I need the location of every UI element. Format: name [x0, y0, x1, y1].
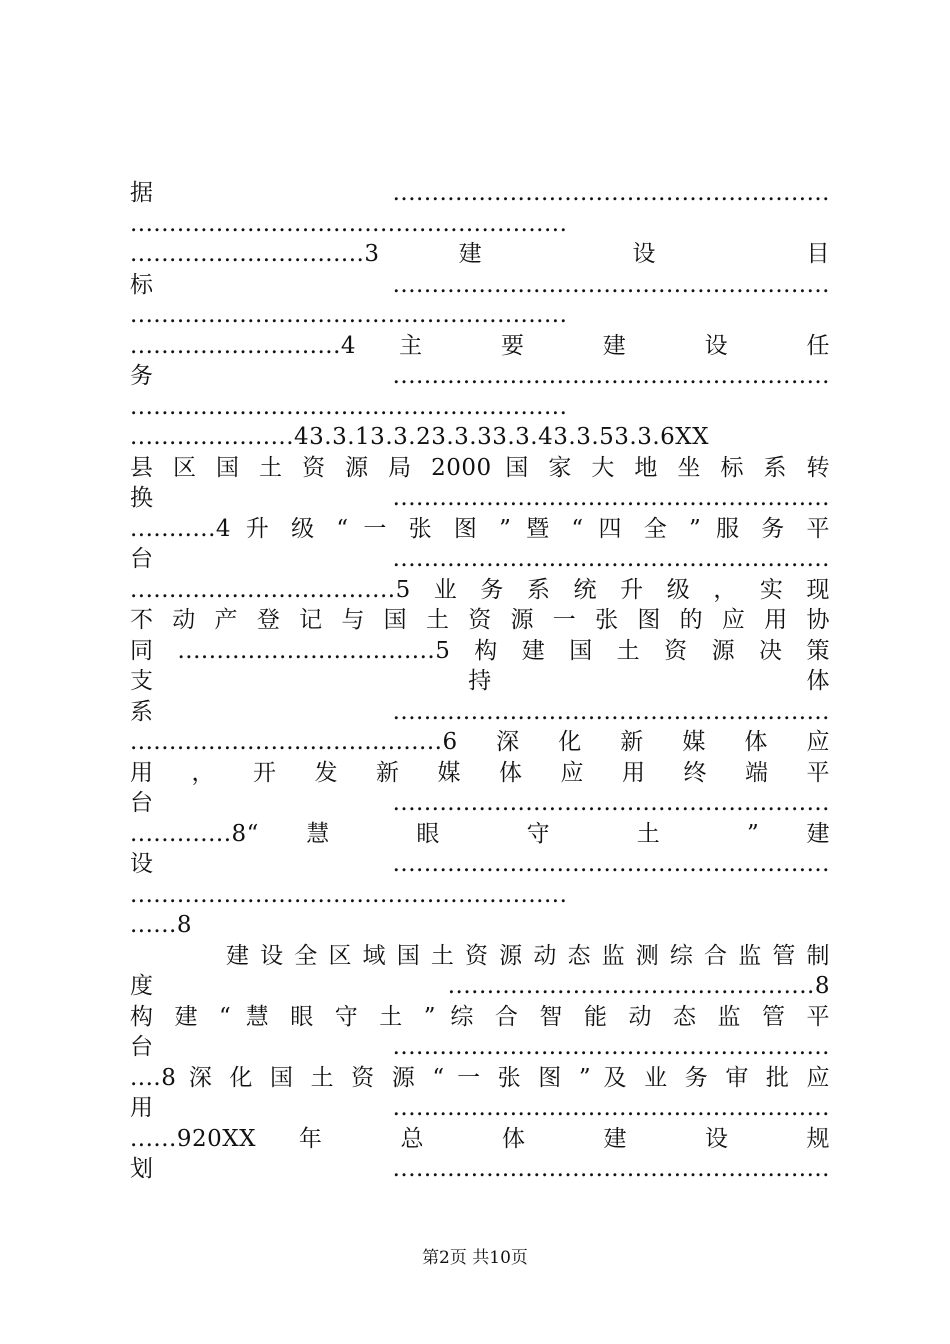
toc-line: 据........................................................	[130, 180, 830, 206]
toc-line: 划........................................................	[130, 1156, 830, 1182]
toc-line: ........................................................	[130, 210, 568, 237]
page-footer: 第2页 共10页	[422, 1248, 528, 1268]
toc-line: 台........................................................	[130, 546, 830, 572]
toc-line: 设........................................................	[130, 851, 830, 877]
toc-line: 标........................................................	[130, 271, 830, 298]
toc-line: ..................................5业务系统升级，实现	[130, 576, 830, 603]
toc-line: ........................................................	[130, 302, 568, 328]
toc-line: 支 持 体	[130, 668, 830, 694]
toc-line: 同.................................5构建国土资源决策	[130, 637, 830, 664]
toc-line: ..............................3 建 设 目	[130, 241, 830, 267]
toc-line: 用........................................................	[130, 1095, 830, 1121]
toc-line: 县 区 国 土 资 源 局 2000 国 家 大 地 坐 标 系 转	[130, 454, 830, 481]
toc-line: 构 建 “ 慧 眼 守 土 ” 综 合 智 能 动 态 监 管 平	[130, 1003, 830, 1030]
toc-line: 用 ， 开 发 新 媒 体 应 用 终 端 平	[130, 759, 830, 786]
toc-line: 台........................................................	[130, 1034, 830, 1060]
toc-line: ...........4 升 级 “ 一 张 图 ” 暨 “ 四 全 ” 服 务 平	[130, 515, 830, 542]
toc-line: 务........................................................	[130, 363, 830, 389]
toc-line: 台........................................................	[130, 790, 830, 816]
toc-line: 度 ...............................................8	[130, 973, 830, 999]
toc-line: ....8 深 化 国 土 资 源 “ 一 张 图 ” 及 业 务 审 批 应	[130, 1064, 830, 1091]
toc-line: ........................................6深化新媒体应	[130, 729, 830, 755]
toc-line: ........................................................	[130, 393, 568, 420]
toc-line: ......920XX 年 总 体 建 设 规	[130, 1125, 830, 1152]
toc-line: .....................43.3.13.3.23.3.33.3.43.3.53.3.6XX	[130, 424, 710, 450]
toc-line: ........................................................	[130, 881, 568, 908]
toc-line: 系........................................................	[130, 698, 830, 725]
toc-line: 不 动 产 登 记 与 国 土 资 源 一 张 图 的 应 用 协	[130, 607, 830, 633]
toc-text	[130, 178, 830, 1185]
toc-line: 建设全区域国土资源动态监测综合监管制	[226, 942, 830, 969]
toc-line: 换........................................................	[130, 485, 830, 511]
toc-line: ......8	[130, 912, 192, 938]
toc-line: ...........................4 主 要 建 设 任	[130, 332, 830, 359]
toc-line: .............8“ 慧 眼 守 土 ” 建	[130, 820, 830, 847]
